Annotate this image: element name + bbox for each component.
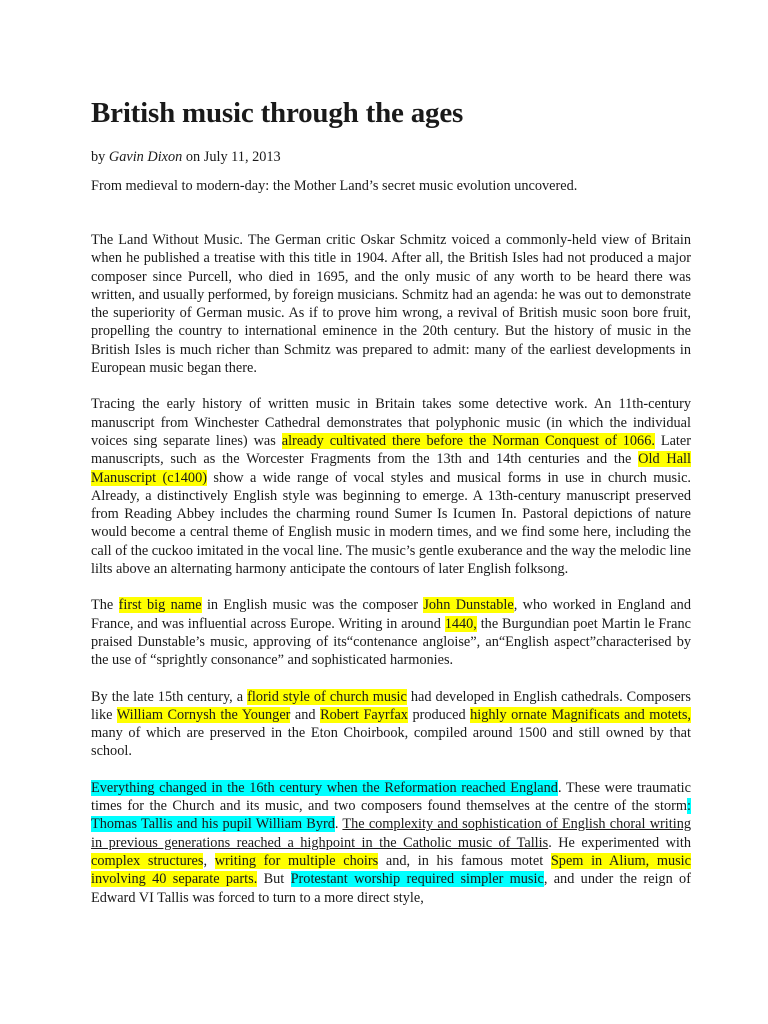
highlight-yellow: Robert Fayrfax: [320, 706, 408, 723]
body-paragraph: [91, 395, 691, 578]
text-run: , who worked in England and France, and was influential across Europe. Writing in around: [91, 597, 691, 632]
byline-date: on July 11, 2013: [182, 149, 281, 165]
article-dek: From medieval to modern-day: the Mother Land’s secret music evolution uncovered.: [91, 178, 578, 194]
highlight-yellow: first big name: [118, 597, 202, 614]
body-paragraph: [91, 596, 691, 669]
text-run: Tracing the early history of written music in Britain takes some detective work. An 11th-century manuscript from Winchester Cathedral demonstrates that polyphonic music (in which the individual voices sing separate lines) was: [91, 396, 691, 449]
highlight-cyan: Everything changed in the 16th century when the Reformation reached England: [91, 779, 558, 796]
body-paragraph: [91, 688, 691, 761]
article-body: [91, 231, 691, 907]
body-paragraph: [91, 231, 691, 377]
text-run: . He experimented with: [548, 834, 691, 851]
text-run: the Burgundian poet Martin le Franc praised Dunstable’s music, approving of its“contenance angloise”, an“English aspect”characterised by the use of “sprightly consonance” and sophisticated harmonies.: [91, 615, 691, 669]
byline-prefix: by: [91, 149, 109, 165]
highlight-yellow: William Cornysh the Younger: [116, 706, 291, 723]
article-title: British music through the ages: [91, 97, 464, 129]
text-run: many of which are preserved in the Eton Choirbook, compiled around 1500 and still owned by that school.: [91, 725, 691, 760]
body-paragraph: [91, 779, 691, 907]
highlight-cyan: : Thomas Tallis and his pupil William Byrd: [91, 798, 691, 833]
text-run: . These were traumatic times for the Church and its music, and two composers found themselves at the centre of the storm: [91, 779, 691, 815]
text-run: The: [91, 597, 119, 614]
text-run: ,: [203, 852, 215, 869]
text-run: produced: [407, 706, 471, 723]
text-run: in English music was the composer: [201, 597, 424, 614]
highlight-cyan: Protestant worship required simpler music: [290, 871, 544, 888]
highlight-yellow: highly ornate Magnificats and motets,: [470, 706, 692, 723]
highlight-yellow: Spem in Alium, music involving 40 separate parts.: [91, 852, 691, 888]
highlight-yellow: John Dunstable: [423, 597, 514, 614]
text-run: Later manuscripts, such as the Worcester Fragments from the 13th and 14th centuries and the: [91, 432, 692, 468]
highlight-yellow: writing for multiple choirs: [214, 852, 379, 869]
highlight-yellow: already cultivated there before the Norman Conquest of 1066.: [281, 432, 655, 449]
byline: [91, 148, 691, 166]
text-run: show a wide range of vocal styles and musical forms in use in church music. Already, a distinctively English style was beginning to emerge. A 13th-century manuscript preserved from Reading Abbey includes the charming round Sumer Is Icumen In. Pastoral depictions of nature would become a central theme of English music in modern times, and we find some here, including the call of the cuckoo imitated in the vocal line. The music’s gentle exuberance and the way the melodic line lilts above an alternating harmony anticipate the contours of later English folksong.: [91, 469, 692, 578]
text-run: had developed in English cathedrals. Composers like: [91, 688, 691, 723]
highlight-yellow: 1440,: [444, 615, 477, 632]
underlined-text: The complexity and sophistication of English choral writing in previous generations reached a highpoint in the Catholic music of Tallis: [91, 816, 691, 851]
text-run: and, in his famous motet: [378, 852, 551, 869]
author-name[interactable]: Gavin Dixon: [108, 149, 183, 165]
highlight-yellow: complex structures: [91, 852, 204, 869]
text-run: The Land Without Music. The German critic Oskar Schmitz voiced a commonly-held view of Britain when he published a treatise with this title in 1904. After all, the British Isles had not produced a major composer since Purcell, who died in 1695, and the only music of any worth to be heard there was written, and usually performed, by foreign musicians. Schmitz had an agenda: he was out to demonstrate the superiority of German music. As if to prove him wrong, a revival of British music soon bore fruit, propelling the country to international eminence in the 20th century. But the history of music in the British Isles is much richer than Schmitz was prepared to admit: many of the earliest developments in European music began there.: [91, 232, 691, 377]
text-run: .: [334, 816, 343, 833]
highlight-yellow: Old Hall Manuscript (c1400): [91, 451, 691, 486]
text-run: and: [290, 706, 321, 723]
highlight-yellow: florid style of church music: [247, 688, 407, 705]
article: [91, 96, 691, 925]
text-run: But: [257, 871, 291, 888]
text-run: By the late 15th century, a: [91, 688, 248, 705]
text-run: , and under the reign of Edward VI Tallis was forced to turn to a more direct style,: [91, 871, 691, 906]
